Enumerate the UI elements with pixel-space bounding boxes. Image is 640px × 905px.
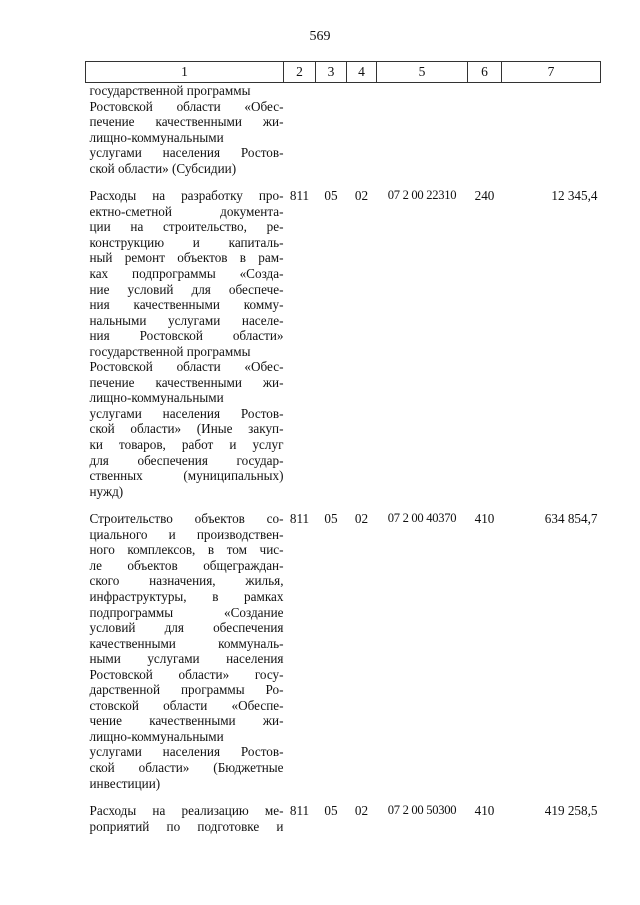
table-body <box>86 83 601 835</box>
target-article-code: 07 2 00 50300 <box>387 803 457 818</box>
row-description <box>86 803 284 834</box>
subsection-code <box>347 83 377 177</box>
expense-type-code: 410 <box>474 511 495 527</box>
description-line: конструкцию и капиталь- <box>89 234 284 250</box>
target-article-code: 07 2 00 40370 <box>387 511 457 526</box>
ministry-code: 811 <box>289 188 310 204</box>
description-line: дарственной программы Ро- <box>89 682 284 698</box>
amount-value: 634 854,7 <box>544 511 598 527</box>
description-line: циального и производствен- <box>89 526 284 542</box>
row-spacer <box>86 176 601 188</box>
table-row <box>86 511 601 791</box>
description-line: ного комплексов, в том чис- <box>89 542 284 558</box>
column-header: 6 <box>468 62 502 83</box>
description-line: услугами населения Ростов- <box>89 145 284 161</box>
row-description <box>86 511 284 791</box>
description-line: ния Ростовской области» <box>89 328 284 344</box>
column-header: 1 <box>86 62 284 83</box>
description-line: услугами населения Ростов- <box>89 744 284 760</box>
description-line: ние условий для обеспече- <box>89 281 284 297</box>
row-spacer-cell <box>86 499 601 511</box>
table-header-row <box>86 62 601 83</box>
description-line: ского назначения, жилья, <box>89 573 284 589</box>
column-header: 3 <box>316 62 347 83</box>
table-row <box>86 83 601 177</box>
description-line: лищно-коммунальными <box>89 728 224 744</box>
description-line: стовской области «Обеспе- <box>89 697 284 713</box>
description-line: ской области» (Бюджетные <box>89 759 284 775</box>
description-line: лищно-коммунальными <box>89 129 224 145</box>
amount-value <box>502 83 601 177</box>
description-line: ектно-сметной документа- <box>89 203 284 219</box>
description-line: Ростовской области» госу- <box>89 666 284 682</box>
description-line: ния качественными комму- <box>89 297 284 313</box>
description-line: Строительство объектов со- <box>89 511 284 527</box>
description-line: инвестиции) <box>89 775 161 791</box>
description-line: подпрограммы «Создание <box>89 604 284 620</box>
target-article-code: 07 2 00 22310 <box>387 188 457 203</box>
description-line: нальными услугами населе- <box>89 312 284 328</box>
expense-type-code: 240 <box>474 188 495 204</box>
description-line: услугами населения Ростов- <box>89 405 284 421</box>
description-line: условий для обеспечения <box>89 620 284 636</box>
expense-type-code: 410 <box>474 803 495 819</box>
page-number: 569 <box>309 29 331 44</box>
ministry-code: 811 <box>289 803 310 819</box>
description-line: Расходы на разработку про- <box>89 188 284 204</box>
description-line: ственных (муниципальных) <box>89 468 284 484</box>
description-line: ными услугами населения <box>89 651 284 667</box>
description-line: ции на строительство, ре- <box>89 219 284 235</box>
description-line: ках подпрограммы «Созда- <box>89 266 284 282</box>
target-article-code <box>377 83 468 177</box>
row-spacer <box>86 791 601 803</box>
description-line: ле объектов общеграждан- <box>89 557 284 573</box>
column-header: 4 <box>347 62 377 83</box>
subsection-code: 02 <box>354 511 369 527</box>
description-line: качественными коммуналь- <box>89 635 284 651</box>
description-line: лищно-коммунальными <box>89 390 224 406</box>
description-line: ки товаров, работ и услуг <box>89 437 284 453</box>
row-spacer <box>86 499 601 511</box>
description-line: для обеспечения государ- <box>89 452 284 468</box>
ministry-code <box>284 83 316 177</box>
description-line: ный ремонт объектов в рам- <box>89 250 284 266</box>
amount-value: 12 345,4 <box>551 188 598 204</box>
row-description <box>86 188 284 499</box>
description-line: государственной программы <box>89 83 251 98</box>
description-line: Ростовской области «Обес- <box>89 98 284 114</box>
description-line: печение качественными жи- <box>89 114 284 130</box>
subsection-code: 02 <box>354 188 369 204</box>
amount-value: 419 258,5 <box>544 803 598 819</box>
description-line: роприятий по подготовке и <box>89 818 284 834</box>
row-spacer-cell <box>86 176 601 188</box>
description-line: инфраструктуры, в рамках <box>89 588 284 604</box>
description-line: чение качественными жи- <box>89 713 284 729</box>
table-row <box>86 803 601 834</box>
description-line: ской области» (Иные закуп- <box>89 421 284 437</box>
ministry-code: 811 <box>289 511 310 527</box>
column-header: 5 <box>377 62 468 83</box>
section-code: 05 <box>324 188 338 204</box>
section-code: 05 <box>324 511 338 527</box>
budget-table <box>85 61 601 834</box>
description-line: государственной программы <box>89 343 251 359</box>
row-description <box>86 83 284 177</box>
description-line: Ростовской области «Обес- <box>89 359 284 375</box>
description-line: печение качественными жи- <box>89 374 284 390</box>
column-header: 2 <box>284 62 316 83</box>
section-code <box>316 83 347 177</box>
subsection-code: 02 <box>354 803 369 819</box>
description-line: нужд) <box>89 483 124 499</box>
expense-type-code <box>468 83 502 177</box>
section-code: 05 <box>324 803 338 819</box>
row-spacer-cell <box>86 791 601 803</box>
description-line: ской области» (Субсидии) <box>89 160 237 176</box>
description-line: Расходы на реализацию ме- <box>89 803 284 819</box>
column-header: 7 <box>502 62 601 83</box>
table-row <box>86 188 601 499</box>
